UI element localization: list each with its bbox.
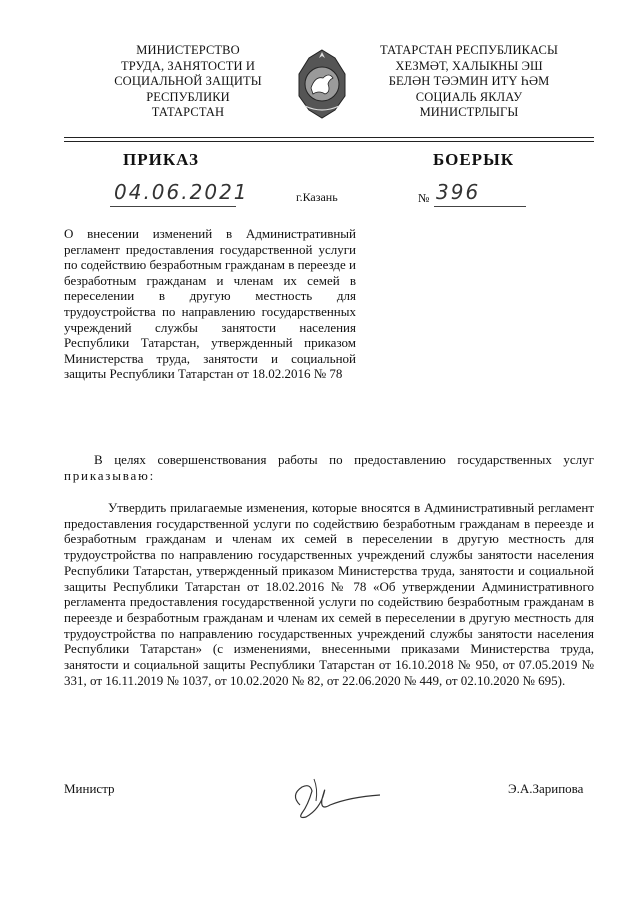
ministry-name-line: ХЕЗМӘТ, ХАЛЫКНЫ ЭШ bbox=[395, 58, 543, 73]
ministry-name-russian bbox=[88, 43, 288, 121]
order-body-paragraph: Утвердить прилагаемые изменения, которые вносятся в Административный регламент предоставления государственной услуги по содействию безработным гражданам в переезде и безработным гражданам и членам их семей в переселении в другую местность для трудоустройства по направлению государственных учреждений службы занятости населения Республики Татарстан, утвержденный приказом Министерства труда, занятости и социальной защиты Республики Татарстан от 18.02.2016 № 78 «Об утверждении Административного регламента предоставления государственной услуги по содействию безработным гражданам в переезде и безработным гражданам и членам их семей в переселении в другую местность для трудоустройства по направлению государственных учреждений службы занятости населения Республики Татарстан» (с изменениями, внесенными приказами Министерства труда, занятости и социальной защиты Республики Татарстан от 16.10.2018 № 950, от 07.05.2019 № 331, от 16.11.2019 № 1037, от 10.02.2020 № 82, от 22.06.2020 № 449, от 02.10.2020 № 695). bbox=[64, 500, 594, 688]
order-date: 04.06.2021 bbox=[114, 180, 249, 204]
header-divider bbox=[64, 137, 594, 138]
order-date-field bbox=[110, 178, 249, 207]
ministry-name-line: МИНИСТРЛЫГЫ bbox=[419, 105, 519, 119]
ministry-name-line: СОЦИАЛЬ ЯКЛАУ bbox=[415, 89, 523, 104]
order-subject: О внесении изменений в Административный регламент предоставления государственной услуги по содействию безработным гражданам в переезде и безработным гражданам и членам их семей в переселении в другую местность для трудоустройства по направлению государственных учреждений службы занятости населения Республики Татарстан, утвержденный приказом Министерства труда, занятости и социальной защиты Республики Татарстан от 18.02.2016 № 78 bbox=[64, 226, 356, 382]
order-number: 396 bbox=[436, 180, 481, 204]
order-number-field bbox=[434, 178, 526, 207]
ministry-name-line: ТАТАРСТАН РЕСПУБЛИКАСЫ bbox=[380, 43, 558, 57]
order-word: приказываю: bbox=[64, 467, 156, 483]
handwritten-signature bbox=[280, 765, 400, 825]
ministry-name-line: СОЦИАЛЬНОЙ ЗАЩИТЫ bbox=[114, 74, 262, 88]
ministry-name-line: МИНИСТЕРСТВО bbox=[136, 43, 240, 57]
header-divider-thin bbox=[64, 141, 594, 142]
ministry-name-tatar bbox=[348, 43, 590, 121]
ministry-name-line: РЕСПУБЛИКИ bbox=[146, 89, 230, 104]
order-number-prefix: № bbox=[418, 191, 430, 205]
ministry-name-line: ТАТАРСТАН bbox=[151, 105, 225, 119]
order-city: г.Казань bbox=[296, 190, 338, 204]
tatarstan-emblem-icon bbox=[295, 48, 349, 120]
document-type-tatar: БОЕРЫК bbox=[433, 150, 515, 169]
ministry-name-line: БЕЛӘН ТӘЭМИН ИТҮ ҺӘМ bbox=[388, 74, 550, 88]
signatory-name: Э.А.Зарипова bbox=[508, 781, 584, 796]
preamble-paragraph bbox=[64, 452, 594, 483]
ministry-name-line: ТРУДА, ЗАНЯТОСТИ И bbox=[121, 58, 255, 73]
document-type-russian: ПРИКАЗ bbox=[123, 150, 199, 169]
signatory-position: Министр bbox=[64, 781, 115, 796]
preamble-text: В целях совершенствования работы по предоставлению государственных услуг bbox=[94, 452, 594, 467]
